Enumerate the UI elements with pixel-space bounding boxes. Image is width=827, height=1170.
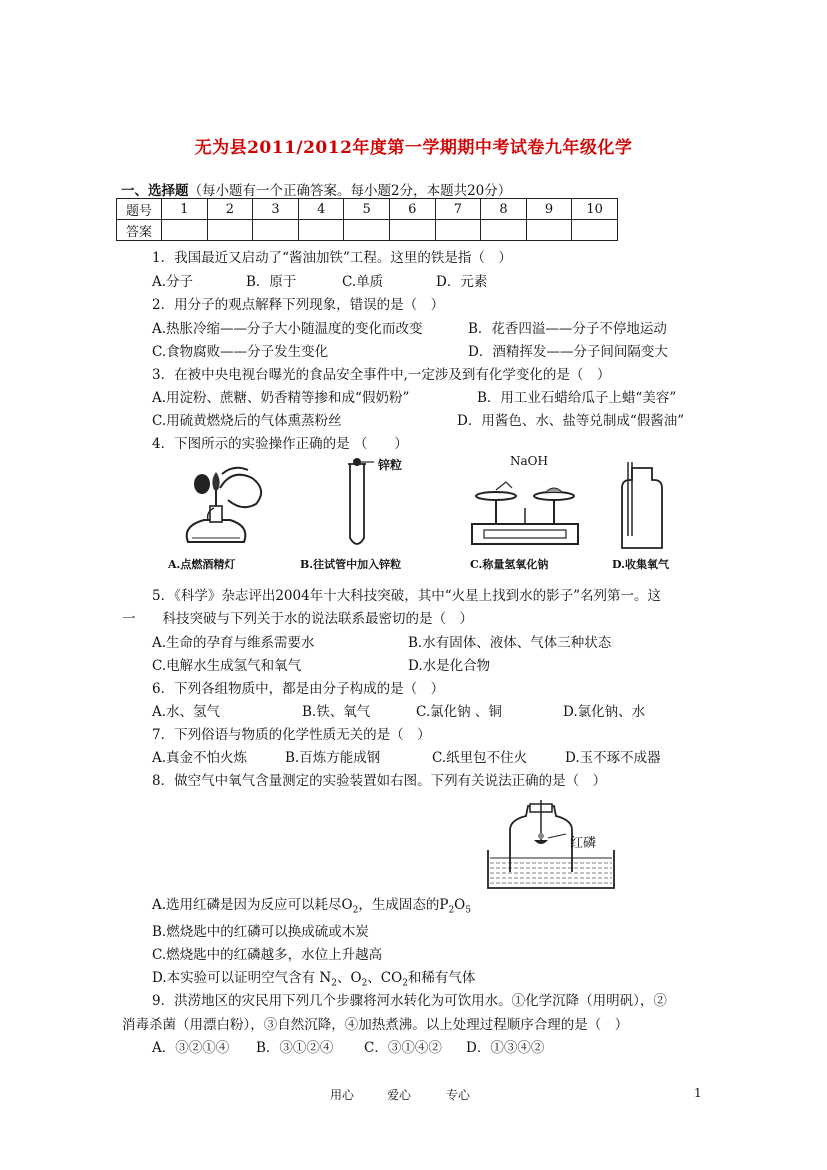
table-header-cell: 答案 bbox=[117, 220, 162, 241]
number-cell: 10 bbox=[572, 199, 618, 220]
q6-option-d: D.氯化钠、水 bbox=[563, 704, 646, 720]
figure-gas-bottle bbox=[612, 462, 672, 552]
q8-option-d bbox=[152, 966, 475, 989]
question-5-stem-line1: 5．《科学》杂志评出2004年十大科技突破，其中“火星上找到水的影子”名列第一。这 bbox=[152, 588, 661, 604]
number-cell: 8 bbox=[481, 199, 527, 220]
number-cell: 7 bbox=[435, 199, 481, 220]
section-label: 一、选择题 bbox=[121, 183, 189, 199]
q5-option-c: C.电解水生成氢气和氧气 bbox=[152, 658, 302, 674]
naoh-label: NaOH bbox=[510, 454, 548, 468]
q6-option-a: A.水、氢气 bbox=[152, 704, 221, 720]
q8-d-text-3: 、CO bbox=[367, 970, 403, 986]
q8-option-c: C.燃烧匙中的红磷越多，水位上升越高 bbox=[152, 947, 383, 963]
answer-cell[interactable] bbox=[162, 220, 208, 241]
q3-option-b: B．用工业石蜡给瓜子上蜡“美容” bbox=[477, 390, 677, 406]
q3-option-d: D．用酱色、水、盐等兑制成“假酱油” bbox=[457, 413, 685, 429]
q7-option-c: C.纸里包不住火 bbox=[432, 750, 528, 766]
answer-cell[interactable] bbox=[298, 220, 344, 241]
answer-cell[interactable] bbox=[389, 220, 435, 241]
number-cell: 3 bbox=[253, 199, 299, 220]
question-7-stem: 7．下列俗语与物质的化学性质无关的是（ ） bbox=[152, 727, 431, 743]
q7-option-b: B.百炼方能成钢 bbox=[285, 750, 381, 766]
q9-option-c: C．③①④② bbox=[364, 1040, 442, 1056]
figure-c-caption: C.称量氢氧化钠 bbox=[470, 558, 549, 571]
number-cell: 2 bbox=[207, 199, 253, 220]
answer-cell[interactable] bbox=[481, 220, 527, 241]
q8-a-sub-3: 5 bbox=[465, 905, 471, 916]
q8-d-sub-2: 2 bbox=[361, 978, 368, 989]
q1-option-c: C.单质 bbox=[342, 274, 384, 290]
table-row-answers bbox=[117, 220, 618, 241]
q1-option-b: B．原于 bbox=[246, 274, 297, 290]
figure-a-caption: A.点燃酒精灯 bbox=[168, 558, 236, 571]
q8-d-text-2: 、O bbox=[336, 970, 362, 986]
q2-option-d: D．酒精挥发——分子间间隔变大 bbox=[468, 344, 668, 360]
q5-option-a: A.生命的孕育与维系需要水 bbox=[152, 635, 315, 651]
q8-a-text-1: A.选用红磷是因为反应可以耗尽O bbox=[152, 897, 353, 913]
oxygen-apparatus-illustration bbox=[486, 800, 636, 890]
section-note: （每小题有一个正确答案。每小题2分，本题共20分） bbox=[188, 183, 512, 199]
q5-option-d: D.水是化合物 bbox=[408, 658, 491, 674]
question-3-stem: 3．在被中央电视台曝光的食品安全事件中,一定涉及到有化学变化的是（ ） bbox=[152, 367, 611, 383]
balance-illustration bbox=[466, 468, 586, 552]
question-2-stem: 2．用分子的观点解释下列现象，错误的是（ ） bbox=[152, 297, 445, 313]
question-4-stem: 4．下图所示的实验操作正确的是 （ ） bbox=[152, 436, 408, 452]
question-9-stem-line2: 消毒杀菌（用漂白粉），③自然沉降，④加热煮沸。以上处理过程顺序合理的是（ ） bbox=[122, 1017, 629, 1033]
q8-d-sub-1: 2 bbox=[331, 978, 337, 989]
answer-cell[interactable] bbox=[572, 220, 618, 241]
q5-option-b: B.水有固体、液体、气体三种状态 bbox=[408, 635, 612, 651]
number-cell: 1 bbox=[162, 199, 208, 220]
q2-option-b: B．花香四溢——分子不停地运动 bbox=[468, 321, 667, 337]
q7-option-d: D.玉不琢不成器 bbox=[565, 750, 661, 766]
answer-cell[interactable] bbox=[526, 220, 572, 241]
answer-cell[interactable] bbox=[344, 220, 390, 241]
figure-d-caption: D.收集氧气 bbox=[612, 558, 669, 571]
figure-alcohol-lamp bbox=[170, 460, 280, 552]
q8-option-b: B.燃烧匙中的红磷可以换成硫或木炭 bbox=[152, 924, 369, 940]
q9-option-d: D．①③④② bbox=[466, 1040, 545, 1056]
page-number: 1 bbox=[694, 1086, 702, 1100]
q1-option-d: D．元素 bbox=[436, 274, 488, 290]
zinc-label: 锌粒 bbox=[378, 458, 403, 472]
table-header-cell: 题号 bbox=[117, 199, 162, 220]
q8-d-text-4: 和稀有气体 bbox=[407, 970, 476, 986]
gas-bottle-illustration bbox=[612, 462, 672, 552]
q6-option-b: B.铁、氧气 bbox=[302, 704, 371, 720]
q1-option-a: A.分子 bbox=[152, 274, 194, 290]
q8-a-sub-1: 2 bbox=[352, 905, 359, 916]
answer-cell[interactable] bbox=[435, 220, 481, 241]
section-heading bbox=[121, 179, 511, 199]
q2-option-a: A.热胀冷缩——分子大小随温度的变化而改变 bbox=[152, 321, 423, 337]
red-phosphorus-label: 红磷 bbox=[570, 836, 597, 851]
number-cell: 5 bbox=[344, 199, 390, 220]
q9-option-a: A．③②①④ bbox=[152, 1040, 230, 1056]
q3-option-c: C.用硫黄燃烧后的气体熏蒸粉丝 bbox=[152, 413, 342, 429]
q2-option-c: C.食物腐败——分子发生变化 bbox=[152, 344, 329, 360]
q6-option-c: C.氯化钠 、铜 bbox=[416, 704, 502, 720]
footer-word-1: 用心 bbox=[330, 1088, 355, 1102]
q8-a-text-2: ，生成固态的P bbox=[358, 897, 449, 913]
question-9-stem-line1: 9．洪涝地区的灾民用下列几个步骤将河水转化为可饮用水。①化学沉降（用明矾），② bbox=[152, 993, 667, 1009]
question-1-stem: 1．我国最近又启动了“酱油加铁”工程。这里的铁是指（ ） bbox=[152, 250, 512, 266]
question-5-stem-line2: 一 科技突破与下列关于水的说法联系最密切的是（ ） bbox=[122, 611, 473, 627]
question-8-stem: 8．做空气中氧气含量测定的实验装置如右图。下列有关说法正确的是（ ） bbox=[152, 773, 607, 789]
q3-option-a: A.用淀粉、蔗糖、奶香精等掺和成“假奶粉” bbox=[152, 390, 410, 406]
answer-cell[interactable] bbox=[207, 220, 253, 241]
q9-option-b: B．③①②④ bbox=[256, 1040, 334, 1056]
q8-d-sub-3: 2 bbox=[402, 978, 408, 989]
number-cell: 4 bbox=[298, 199, 344, 220]
q8-a-sub-2: 2 bbox=[448, 905, 455, 916]
figure-balance bbox=[466, 468, 586, 552]
answer-table bbox=[116, 198, 618, 241]
table-row-numbers bbox=[117, 199, 618, 220]
alcohol-lamp-illustration bbox=[170, 460, 280, 552]
page-title: 无为县2011/2012年度第一学期期中考试卷九年级化学 bbox=[194, 138, 633, 158]
figure-oxygen-apparatus bbox=[486, 800, 636, 890]
number-cell: 6 bbox=[389, 199, 435, 220]
q7-option-a: A.真金不怕火炼 bbox=[152, 750, 248, 766]
figure-b-caption: B.往试管中加入锌粒 bbox=[300, 558, 402, 571]
footer-word-2: 爱心 bbox=[387, 1088, 412, 1102]
q8-option-a bbox=[152, 893, 471, 916]
footer-word-3: 专心 bbox=[446, 1088, 471, 1102]
q8-d-text-1: D.本实验可以证明空气含有 N bbox=[152, 970, 332, 986]
question-6-stem: 6．下列各组物质中，都是由分子构成的是（ ） bbox=[152, 681, 445, 697]
answer-cell[interactable] bbox=[253, 220, 299, 241]
number-cell: 9 bbox=[526, 199, 572, 220]
q8-a-text-3: O bbox=[454, 897, 466, 913]
